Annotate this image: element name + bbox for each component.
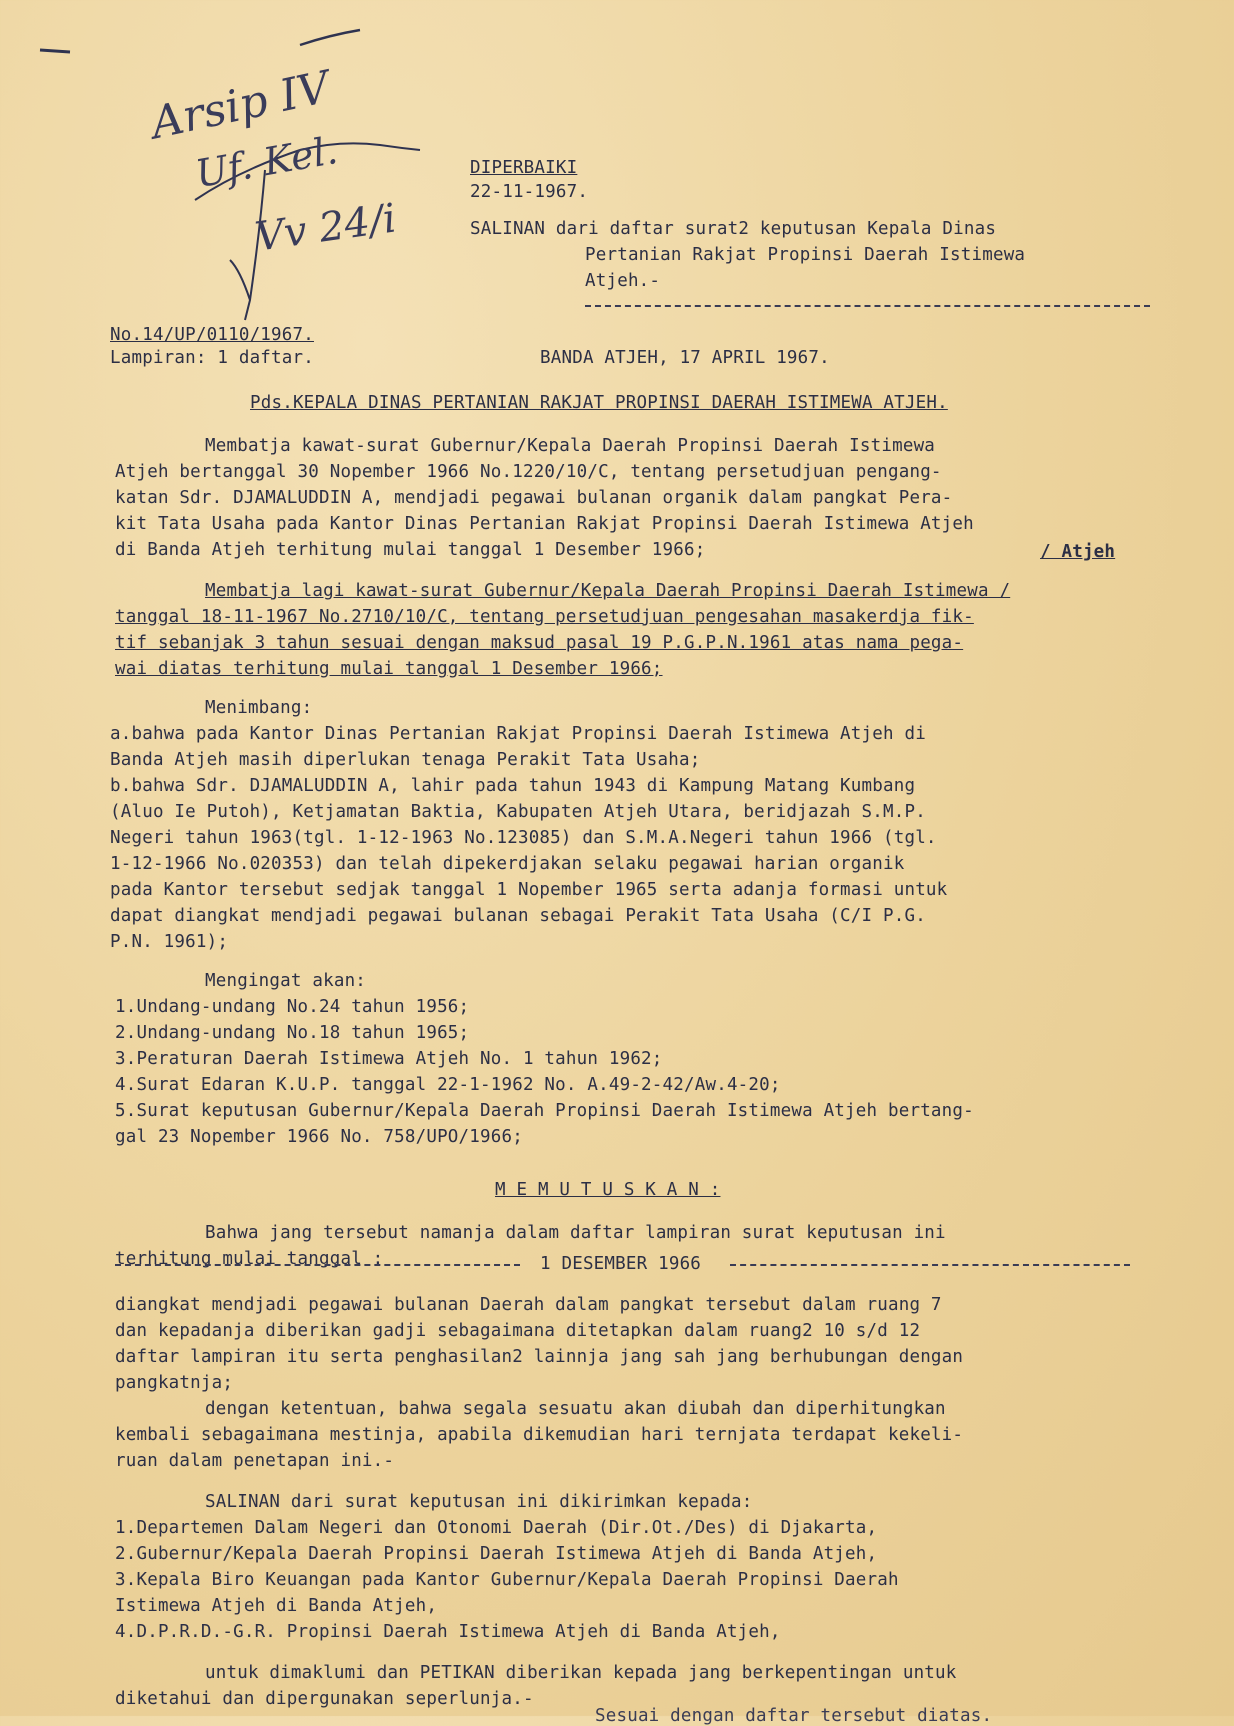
reading1-line: Membatja kawat-surat Gubernur/Kepala Daerah Propinsi Daerah Istimewa bbox=[205, 436, 936, 456]
remembering-item: 1.Undang-undang No.24 tahun 1956; bbox=[115, 997, 470, 1017]
decision-date-rule-right bbox=[730, 1264, 1130, 1266]
recipient-item: Istimewa Atjeh di Banda Atjeh, bbox=[115, 1596, 438, 1616]
appointment-line: pangkatnja; bbox=[115, 1373, 234, 1393]
reading1-line: kit Tata Usaha pada Kantor Dinas Pertanian Rakjat Propinsi Daerah Istimewa Atjeh bbox=[115, 514, 974, 534]
remembering-item: 3.Peraturan Daerah Istimewa Atjeh No. 1 tahun 1962; bbox=[115, 1049, 663, 1069]
closing-line: untuk dimaklumi dan PETIKAN diberikan kepada jang berkepentingan untuk bbox=[205, 1663, 957, 1683]
decision-line: terhitung mulai tanggal : bbox=[115, 1249, 384, 1269]
considering-line: Negeri tahun 1963(tgl. 1-12-1963 No.123085) dan S.M.A.Negeri tahun 1966 (tgl. bbox=[110, 828, 937, 848]
reading2-line: tanggal 18-11-1967 No.2710/10/C, tentang persetudjuan pengesahan masakerdja fik- bbox=[115, 607, 974, 627]
reading1-line: katan Sdr. DJAMALUDDIN A, mendjadi pegawai bulanan organik dalam pangkat Pera- bbox=[115, 488, 953, 508]
footer-fragment: Sesuai dengan daftar tersebut diatas. bbox=[595, 1706, 993, 1726]
recipient-item: 2.Gubernur/Kepala Daerah Propinsi Daerah Istimewa Atjeh di Banda Atjeh, bbox=[115, 1544, 878, 1564]
reading1-line: Atjeh bertanggal 30 Nopember 1966 No.1220/10/C, tentang persetudjuan pengang- bbox=[115, 462, 942, 482]
remembering-item: 4.Surat Edaran K.U.P. tanggal 22-1-1962 No. A.49-2-42/Aw.4-20; bbox=[115, 1075, 781, 1095]
appointment-line: dan kepadanja diberikan gadji sebagaimana ditetapkan dalam ruang2 10 s/d 12 bbox=[115, 1321, 921, 1341]
reading2-line: tif sebanjak 3 tahun sesuai dengan maksud pasal 19 P.G.P.N.1961 atas nama pega- bbox=[115, 633, 964, 653]
salinan-line-1: SALINAN dari daftar surat2 keputusan Kepala Dinas bbox=[470, 219, 997, 239]
remembering-item: 5.Surat keputusan Gubernur/Kepala Daerah Propinsi Daerah Istimewa Atjeh bertang- bbox=[115, 1101, 974, 1121]
place-date: BANDA ATJEH, 17 APRIL 1967. bbox=[540, 348, 830, 368]
considering-line: (Aluo Ie Putoh), Ketjamatan Baktia, Kabupaten Atjeh Utara, beridjazah S.M.P. bbox=[110, 802, 926, 822]
appointment-line: diangkat mendjadi pegawai bulanan Daerah dalam pangkat tersebut dalam ruang 7 bbox=[115, 1295, 942, 1315]
considering-line: dapat diangkat mendjadi pegawai bulanan sebagai Perakit Tata Usaha (C/I P.G. bbox=[110, 906, 926, 926]
considering-line: Banda Atjeh masih diperlukan tenaga Perakit Tata Usaha; bbox=[110, 750, 701, 770]
provision-line: ruan dalam penetapan ini.- bbox=[115, 1451, 395, 1471]
decision-line: Bahwa jang tersebut namanja dalam daftar lampiran surat keputusan ini bbox=[205, 1223, 946, 1243]
recipient-item: 3.Kepala Biro Keuangan pada Kantor Gubernur/Kepala Daerah Propinsi Daerah bbox=[115, 1570, 899, 1590]
reading1-insert: / Atjeh bbox=[1040, 542, 1116, 562]
considering-line: pada Kantor tersebut sedjak tanggal 1 Nopember 1965 serta adanja formasi untuk bbox=[110, 880, 948, 900]
considering-line: 1-12-1966 No.020353) dan telah dipekerdjakan selaku pegawai harian organik bbox=[110, 854, 905, 874]
salinan-line-3: Atjeh.- bbox=[585, 271, 661, 291]
handwritten-note-second: Uf. Kel. bbox=[192, 127, 341, 197]
decides-heading: M E M U T U S K A N : bbox=[495, 1180, 721, 1200]
salinan-line-2: Pertanian Rakjat Propinsi Daerah Istimewa bbox=[585, 245, 1026, 265]
remembering-item: 2.Undang-undang No.18 tahun 1965; bbox=[115, 1023, 470, 1043]
recipient-item: 4.D.P.R.D.-G.R. Propinsi Daerah Istimewa Atjeh di Banda Atjeh, bbox=[115, 1622, 781, 1642]
corrected-date: 22-11-1967. bbox=[470, 182, 589, 202]
reading2-line: wai diatas terhitung mulai tanggal 1 Desember 1966; bbox=[115, 659, 663, 679]
copy-label: SALINAN dari surat keputusan ini dikirimkan kepada: bbox=[205, 1492, 753, 1512]
reading2-line: Membatja lagi kawat-surat Gubernur/Kepala Daerah Propinsi Daerah Istimewa / bbox=[205, 581, 1011, 601]
handwritten-note-third: Vv 24/i bbox=[252, 195, 399, 261]
closing-line: diketahui dan dipergunakan seperlunja.- bbox=[115, 1689, 534, 1709]
considering-line: a.bahwa pada Kantor Dinas Pertanian Rakjat Propinsi Daerah Istimewa Atjeh di bbox=[110, 724, 926, 744]
considering-line: b.bahwa Sdr. DJAMALUDDIN A, lahir pada tahun 1943 di Kampung Matang Kumbang bbox=[110, 776, 916, 796]
provision-line: kembali sebagaimana mestinja, apabila dikemudian hari ternjata terdapat kekeli- bbox=[115, 1425, 964, 1445]
handwritten-note-top: Arsip IV bbox=[146, 61, 335, 150]
provision-line: dengan ketentuan, bahwa segala sesuatu akan diubah dan diperhitungkan bbox=[205, 1399, 946, 1419]
recipient-item: 1.Departemen Dalam Negeri dan Otonomi Daerah (Dir.Ot./Des) di Djakarta, bbox=[115, 1518, 878, 1538]
attachment-count: Lampiran: 1 daftar. bbox=[110, 348, 314, 368]
header-rule bbox=[585, 305, 1150, 307]
considering-line: P.N. 1961); bbox=[110, 932, 229, 952]
decision-date-rule-left bbox=[115, 1264, 520, 1266]
document-number: No.14/UP/0110/1967. bbox=[110, 325, 314, 345]
issuer-title: Pds.KEPALA DINAS PERTANIAN RAKJAT PROPINSI DAERAH ISTIMEWA ATJEH. bbox=[250, 393, 948, 413]
considering-label: Menimbang: bbox=[205, 698, 313, 718]
reading1-line: di Banda Atjeh terhitung mulai tanggal 1 Desember 1966; bbox=[115, 540, 706, 560]
remembering-item: gal 23 Nopember 1966 No. 758/UPO/1966; bbox=[115, 1127, 523, 1147]
corrected-label: DIPERBAIKI bbox=[470, 158, 578, 178]
remembering-label: Mengingat akan: bbox=[205, 971, 367, 991]
appointment-line: daftar lampiran itu serta penghasilan2 lainnja jang sah jang berhubungan dengan bbox=[115, 1347, 964, 1367]
decision-date: 1 DESEMBER 1966 bbox=[540, 1254, 702, 1274]
